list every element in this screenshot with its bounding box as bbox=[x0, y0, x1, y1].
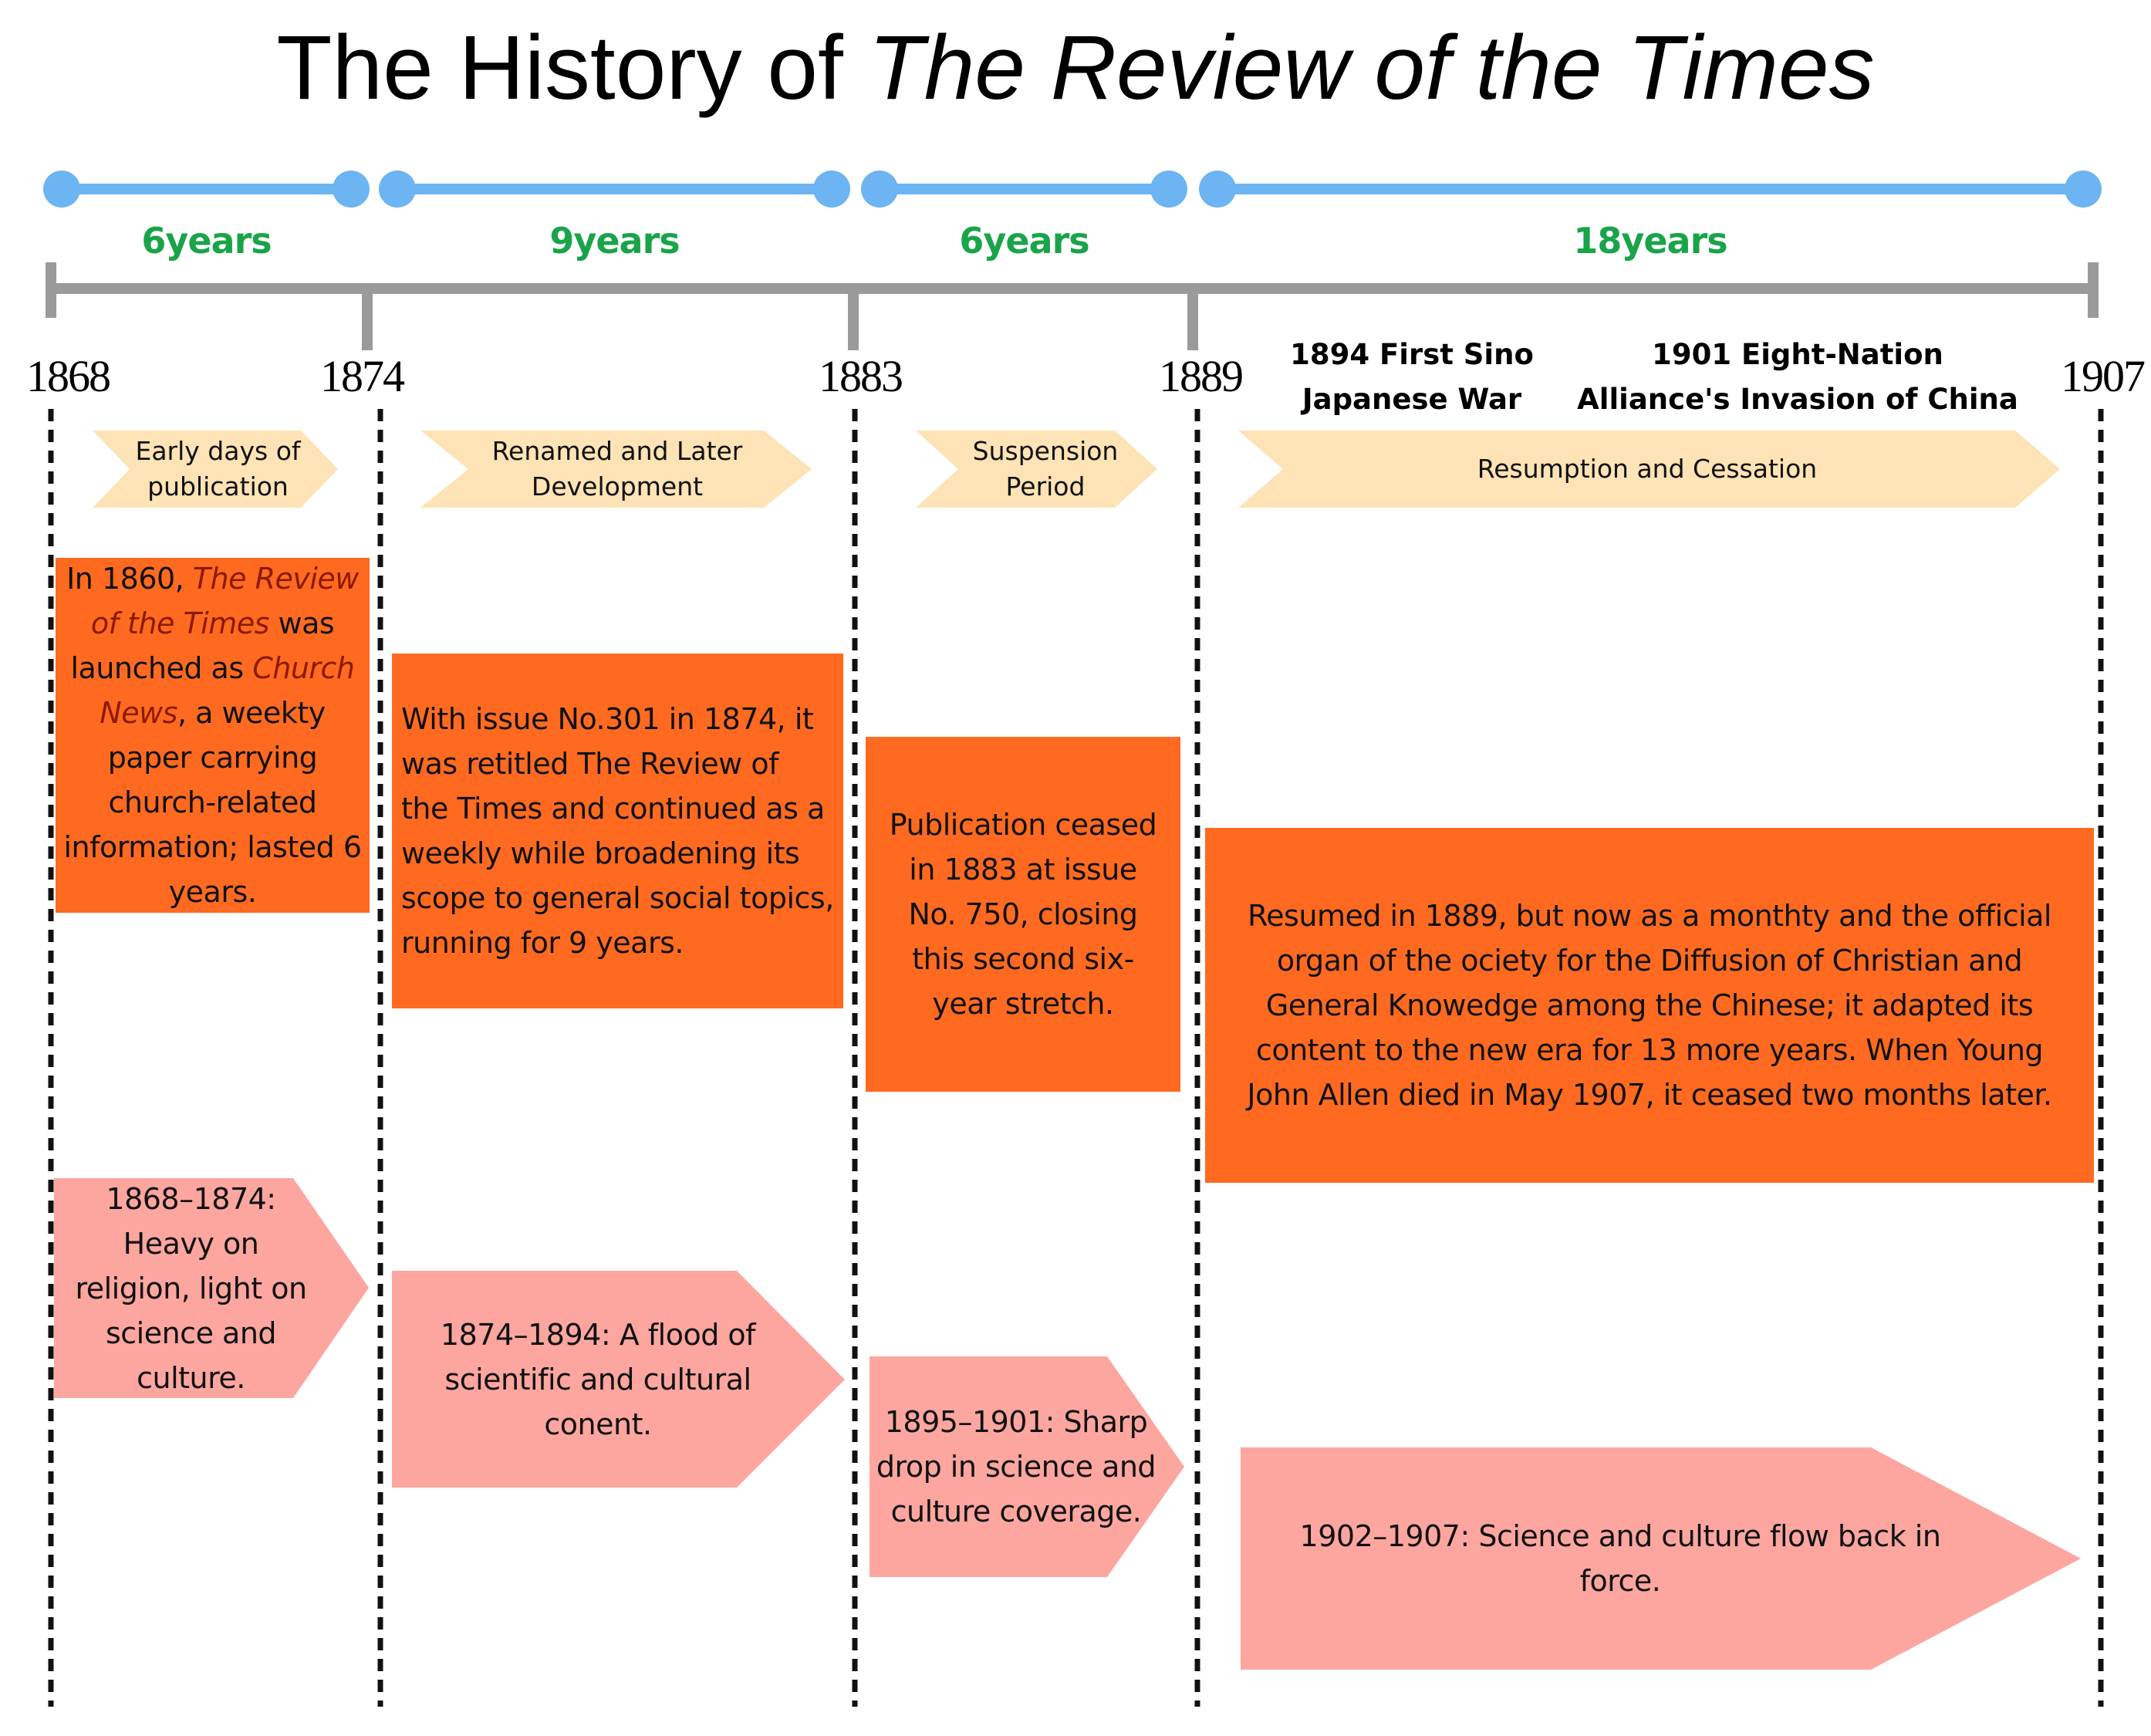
phase-line: Renamed and Later bbox=[491, 436, 743, 466]
event-line: 1894 First Sino bbox=[1290, 338, 1534, 371]
segment-dot bbox=[2065, 171, 2102, 208]
segment-dot bbox=[379, 171, 416, 208]
year-label: 1874 bbox=[320, 351, 404, 401]
duration-label: 18years bbox=[1573, 220, 1727, 262]
title-prefix: The History of bbox=[276, 17, 869, 119]
phase-label bbox=[1281, 431, 2014, 508]
phase-line: Development bbox=[531, 471, 704, 502]
event-label bbox=[1234, 333, 1589, 422]
phase-label bbox=[123, 431, 312, 508]
duration-label: 6years bbox=[959, 220, 1089, 262]
note-text: 1874–1894: A flood of scientific and cultural conent. bbox=[440, 1317, 756, 1441]
description-text bbox=[866, 737, 1180, 1092]
desc-text: Resumed in 1889, but now as a monthty and the official organ of the ociety for the Diffusion of Christian and General Knowedge among the Chinese; it adapted its content to the new era for 13 more years. When Young John Allen died in May 1907, it ceased two months later. bbox=[1247, 899, 2052, 1112]
segment-dot bbox=[813, 171, 850, 208]
desc-text: With issue No.301 in 1874, it was retitled The Review of the Times and continued as a weekly while broadening its scope to general social topics, running for 9 years. bbox=[401, 702, 834, 960]
segment-dot bbox=[333, 171, 370, 208]
page-title bbox=[0, 14, 2151, 122]
phase-line: Resumption and Cessation bbox=[1477, 454, 1818, 484]
description-text bbox=[1205, 828, 2094, 1183]
segment-dot bbox=[1199, 171, 1236, 208]
description-text bbox=[56, 558, 370, 913]
duration-label: 6years bbox=[141, 220, 272, 262]
phase-line: Period bbox=[1005, 471, 1086, 502]
description-text bbox=[392, 654, 843, 1008]
duration-label: 9years bbox=[549, 220, 680, 262]
year-label: 1883 bbox=[819, 351, 902, 401]
title-italic: The Review of the Times bbox=[868, 17, 1875, 119]
desc-text: was launched as bbox=[70, 606, 335, 685]
phase-line: publication bbox=[147, 471, 289, 502]
desc-text: Publication ceased in 1883 at issue No. 750, closing this second six-year stretch. bbox=[889, 808, 1157, 1021]
note-text: 1902–1907: Science and culture flow back in force. bbox=[1299, 1519, 1941, 1598]
event-line: Alliance's Invasion of China bbox=[1577, 383, 2018, 416]
segment-dot bbox=[861, 171, 898, 208]
phase-label bbox=[953, 431, 1138, 508]
event-label bbox=[1566, 333, 2029, 422]
phase-label bbox=[463, 431, 772, 508]
phase-line: Early days of bbox=[135, 436, 301, 466]
note-text: 1868–1874: Heavy on religion, light on science and culture. bbox=[75, 1181, 307, 1395]
year-label: 1889 bbox=[1159, 351, 1242, 401]
note-text: 1895–1901: Sharp drop in science and culture coverage. bbox=[876, 1405, 1157, 1528]
desc-italic: The Review of the Times bbox=[90, 562, 359, 640]
event-line: 1901 Eight-Nation bbox=[1652, 338, 1943, 371]
duration-segments bbox=[43, 171, 2102, 208]
desc-text: In 1860, bbox=[66, 562, 193, 596]
year-label: 1907 bbox=[2061, 351, 2144, 401]
desc-italic: Church News bbox=[100, 651, 355, 730]
segment-dot bbox=[43, 171, 80, 208]
event-line: Japanese War bbox=[1302, 383, 1522, 416]
desc-text: , a weekty paper carrying church-related information; lasted 6 years. bbox=[63, 696, 362, 909]
year-label: 1868 bbox=[26, 351, 110, 401]
segment-dot bbox=[1150, 171, 1187, 208]
phase-line: Suspension bbox=[972, 436, 1119, 466]
